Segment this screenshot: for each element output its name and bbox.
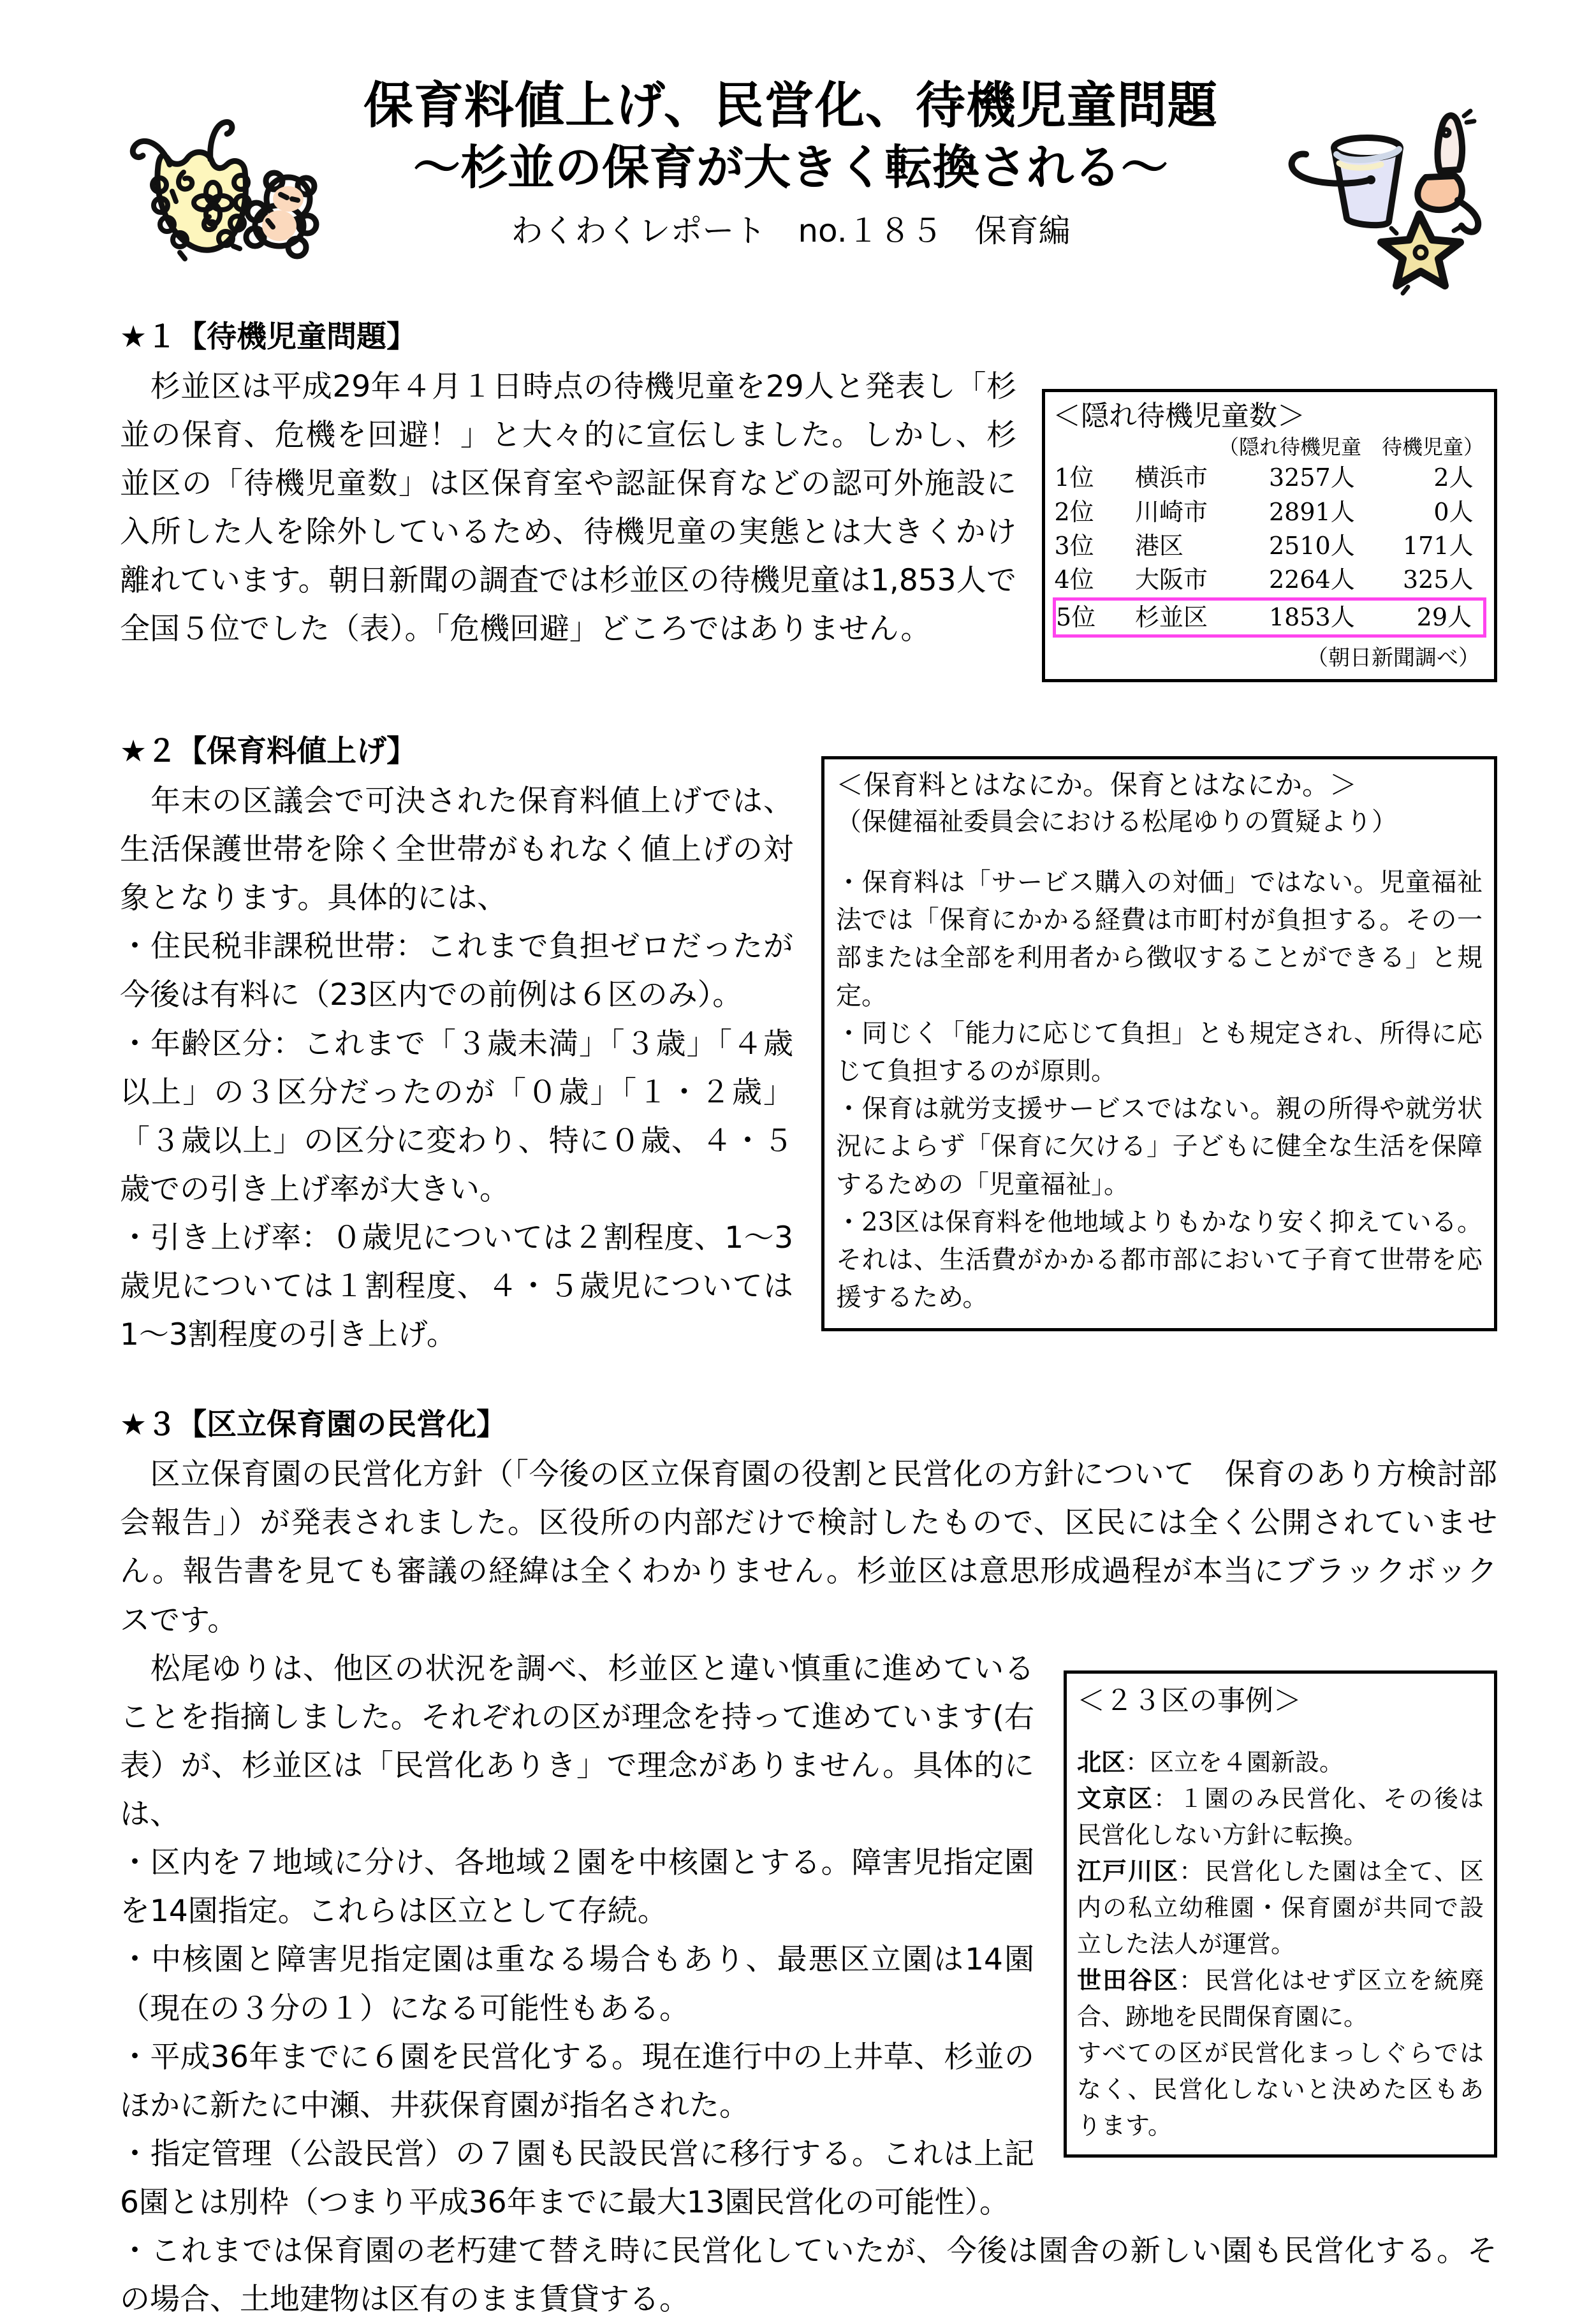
cell-rank: 3位 — [1054, 531, 1094, 560]
cell-rank: 5位 — [1055, 599, 1126, 636]
ward-case-item — [1077, 1781, 1484, 1853]
ward-name: 北区 — [1077, 1748, 1126, 1776]
ward-case-text: ：民営化はせず区立を統廃合、跡地を民間保育園に。 — [1077, 1966, 1484, 2031]
table-row-highlighted — [1055, 599, 1485, 636]
bucket-spade-and-starfish-illustration — [1275, 83, 1530, 293]
box-closing-note: すべての区が民営化まっしぐらではなく、民営化しないと決めた区もあります。 — [1077, 2038, 1484, 2140]
hidden-waiting-children-table-box — [1042, 389, 1497, 682]
box-subtitle: （保健福祉委員会における松尾ゆりの質疑より） — [836, 807, 1397, 837]
box-title: ＜隠れ待機児童数＞ — [1053, 400, 1305, 432]
ward-case-item — [1077, 1962, 1484, 2035]
section-1-body: 杉並区は平成29年４月１日時点の待機児童を29人と発表し「杉並の保育、危機を回避！」と大々的に宣伝しました。しかし、杉並区の「待機児童数」は区保育室や認証保育などの認可外施設に入所した人を除外しているため、待機児童の実態とは大きくかけ離れています。朝日新聞の調査では杉並区の待機児童は1,853人で全国５位でした（表）。「危機回避」どころではありません。 — [120, 369, 1016, 647]
section-3-paragraph-1: 区立保育園の民営化方針（「今後の区立保育園の役割と民営化の方針について 保育のあり方検討部会報告」）が発表されました。区役所の内部だけで検討したもので、区民には全く公開されていません。報告書を見ても審議の経緯は全くわかりません。杉並区は意思形成過程が本当にブラックボックスです。 — [120, 1457, 1497, 1638]
table-row — [1055, 563, 1485, 599]
table-column-header: （隠れ待機児童 待機児童） — [1218, 435, 1484, 459]
cell-waiting-count: 171人 — [1402, 531, 1474, 560]
table-row — [1055, 529, 1485, 563]
section-3-paragraph-4: ・中核園と障害児指定園は重なる場合もあり、最悪区立園は14園（現在の３分の１）になる可能性もある。 — [120, 1942, 1034, 2026]
ward-name: 世田谷区 — [1077, 1966, 1179, 1994]
table-row — [1055, 495, 1485, 529]
box-title: ＜２３区の事例＞ — [1077, 1684, 1301, 1717]
ward-case-text: ：民営化した園は全て、区内の私立幼稚園・保育園が共同で設立した法人が運営。 — [1077, 1857, 1484, 1958]
box-title: ＜保育料とはなにか。保育とはなにか。＞ — [836, 770, 1357, 802]
table-row — [1055, 461, 1485, 495]
document-header — [0, 77, 1582, 306]
ward-name: 江戸川区 — [1077, 1857, 1180, 1885]
section-3-paragraph-7: ・これまでは保育園の老朽建て替え時に民営化していたが、今後は園舎の新しい園も民営化する。その場合、土地建物は区有のまま賃貸する。 — [120, 2233, 1497, 2318]
cell-city: 川崎市 — [1134, 497, 1208, 526]
table-source-note: （朝日新聞調べ） — [1307, 645, 1480, 671]
box-bullet: ・保育は就労支援サービスではない。親の所得や就労状況によらず「保育に欠ける」子どもに健全な生活を保障するための「児童福祉」。 — [836, 1094, 1483, 1199]
page-title: 保育料値上げ、民営化、待機児童問題 — [363, 77, 1218, 135]
cell-hidden-count: 2510人 — [1268, 531, 1355, 560]
ward-name: 文京区 — [1077, 1784, 1154, 1813]
page-subtitle: 〜杉並の保育が大きく転換される〜 — [413, 140, 1168, 196]
box-bullet: ・同じく「能力に応じて負担」とも規定され、所得に応じて負担するのが原則。 — [836, 1018, 1483, 1086]
section-2-paragraph-3: ・年齢区分：これまで「３歳未満」「３歳」「４歳以上」の３区分だったのが「０歳」「１・２歳」「３歳以上」の区分に変わり、特に０歳、４・５歳での引き上げ率が大きい。 — [120, 1026, 793, 1207]
box-bullet: ・保育料は「サービス購入の対価」ではない。児童福祉法では「保育にかかる経費は市町村が負担する。その一部または全部を利用者から徴収することができる」と規定。 — [836, 868, 1483, 1011]
ward-case-item — [1077, 1853, 1484, 1962]
section-2-paragraph-2: ・住民税非課税世帯：これまで負担ゼロだったが今後は有料に（23区内での前例は６区のみ）。 — [120, 929, 793, 1013]
cell-hidden-count: 1853人 — [1269, 599, 1403, 636]
hidden-waiting-children-table — [1053, 461, 1486, 638]
cell-waiting-count: 29人 — [1403, 599, 1485, 636]
box-body — [836, 864, 1483, 1317]
cell-waiting-count: 0人 — [1433, 497, 1474, 526]
box-body — [1077, 1744, 1484, 2144]
section-3-paragraph-3: ・区内を７地域に分け、各地域２園を中核園とする。障害児指定園を14園指定。これらは区立として存続。 — [120, 1845, 1034, 1929]
ward-case-text: ：１園のみ民営化、その後は民営化しない方針に転換。 — [1077, 1784, 1484, 1849]
cell-waiting-count: 2人 — [1433, 464, 1474, 492]
section-2-heading: ★２【保育料値上げ】 — [120, 734, 417, 770]
cell-waiting-count: 325人 — [1402, 566, 1474, 594]
ward-case-item — [1077, 1744, 1484, 1781]
ward-case-text: ：区立を４園新設。 — [1125, 1748, 1344, 1776]
report-number-line: わくわくレポート no.１８５ 保育編 — [511, 212, 1071, 250]
box-bullet: ・23区は保育料を他地域よりもかなり安く抑えている。それは、生活費がかかる都市部において子育て世帯を応援するため。 — [836, 1207, 1483, 1313]
section-3-heading: ★３【区立保育園の民営化】 — [120, 1407, 507, 1443]
23-wards-examples-box — [1064, 1670, 1497, 2158]
section-3-paragraph-2: 松尾ゆりは、他区の状況を調べ、杉並区と違い慎重に進めていることを指摘しました。それぞれの区が理念を持って進めています(右表）が、杉並区は「民営化ありき」で理念がありません。具体的には、 — [120, 1651, 1034, 1832]
what-is-childcare-fee-box — [821, 756, 1497, 1331]
cell-rank: 2位 — [1054, 497, 1094, 526]
title-block — [281, 77, 1301, 252]
cell-city: 横浜市 — [1134, 464, 1208, 492]
section-2-paragraph-1: 年末の区議会で可決された保育料値上げでは、生活保護世帯を除く全世帯がもれなく値上げの対象となります。具体的には、 — [120, 783, 793, 916]
cell-hidden-count: 2891人 — [1268, 497, 1355, 526]
section-3-paragraph-5: ・平成36年までに６園を民営化する。現在進行中の上井草、杉並のほかに新たに中瀬、井荻保育園が指名された。 — [120, 2039, 1034, 2123]
section-2-paragraph-4: ・引き上げ率：０歳児については２割程度、1〜3歳児については１割程度、４・５歳児については1〜3割程度の引き上げ。 — [120, 1220, 793, 1353]
section-1-heading: ★１【待機児童問題】 — [120, 319, 417, 354]
section-3-paragraph-6: ・指定管理（公設民営）の７園も民設民営に移行する。これは上記6園とは別枠（つまり平成36年までに最大13園民営化の可能性）。 — [120, 2136, 1034, 2221]
cell-hidden-count: 2264人 — [1268, 566, 1355, 594]
cell-hidden-count: 3257人 — [1268, 464, 1355, 492]
cell-city: 杉並区 — [1126, 599, 1269, 636]
cell-rank: 1位 — [1054, 464, 1094, 492]
cell-rank: 4位 — [1054, 566, 1094, 594]
document-body — [120, 319, 1497, 2324]
cell-city: 大阪市 — [1134, 566, 1208, 594]
cell-city: 港区 — [1134, 531, 1183, 560]
